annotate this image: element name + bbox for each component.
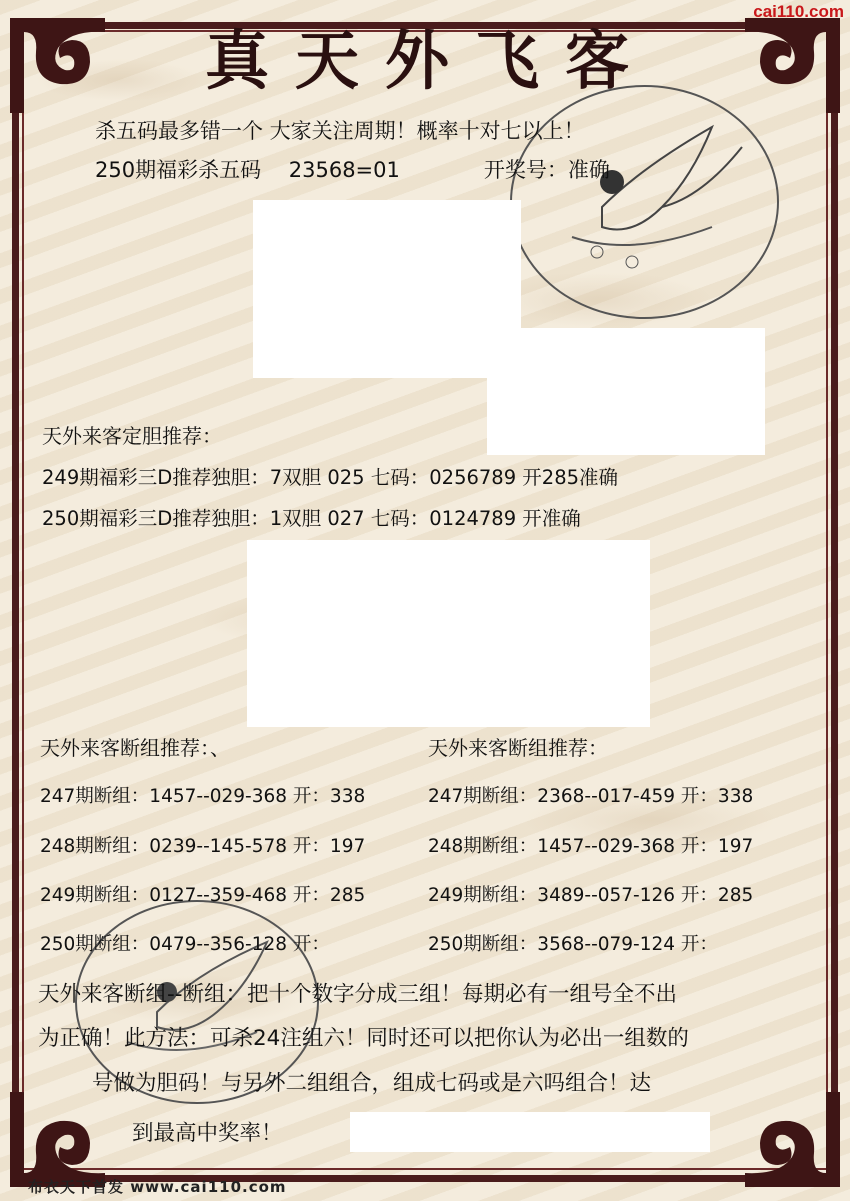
- redacted-block: [487, 328, 765, 455]
- dan-row: 249期福彩三D推荐独胆：7双胆 025 七码：0256789 开285准确: [42, 466, 619, 489]
- dan-heading: 天外来客定胆推荐：: [42, 424, 222, 448]
- redacted-block: [350, 1112, 710, 1152]
- explanation-line: 天外来客断组--断组：把十个数字分成三组！每期必有一组号全不出: [38, 982, 678, 1007]
- duanzu-right-row: 248期断组：1457--029-368 开：197: [428, 836, 754, 857]
- duanzu-left-heading: 天外来客断组推荐：、: [40, 736, 230, 760]
- explanation-line: 为正确！此方法：可杀24注组六！同时还可以把你认为必出一组数的: [38, 1026, 689, 1051]
- explanation-line: 到最高中奖率！: [132, 1121, 283, 1146]
- duanzu-left-row: 247期断组：1457--029-368 开：338: [40, 786, 366, 807]
- duanzu-right-row: 249期断组：3489--057-126 开：285: [428, 885, 754, 906]
- duanzu-left-row: 250期断组：0479--356-128 开：: [40, 934, 330, 955]
- redacted-block: [247, 540, 650, 727]
- footer-credit: 布衣天下首发 www.cai110.com: [28, 1178, 287, 1196]
- site-brand: cai110.com: [753, 2, 844, 21]
- corner-ornament-bottom-left: [10, 1092, 105, 1187]
- duanzu-left-row: 248期断组：0239--145-578 开：197: [40, 836, 366, 857]
- corner-ornament-bottom-right: [745, 1092, 840, 1187]
- poster-title: 真天外飞客: [205, 24, 655, 99]
- header-line-1: 杀五码最多错一个 大家关注周期！概率十对七以上！: [95, 119, 585, 143]
- duanzu-left-row: 249期断组：0127--359-468 开：285: [40, 885, 366, 906]
- header-line-2: 250期福彩杀五码 23568=01 开奖号：准确: [95, 158, 610, 182]
- explanation-line: 号做为胆码！与另外二组组合，组成七码或是六吗组合！达: [92, 1071, 652, 1096]
- redacted-block: [253, 200, 521, 378]
- duanzu-right-heading: 天外来客断组推荐：: [428, 736, 608, 760]
- duanzu-right-row: 247期断组：2368--017-459 开：338: [428, 786, 754, 807]
- dan-row: 250期福彩三D推荐独胆：1双胆 027 七码：0124789 开准确: [42, 507, 581, 530]
- corner-ornament-top-left: [10, 18, 105, 113]
- duanzu-right-row: 250期断组：3568--079-124 开：: [428, 934, 718, 955]
